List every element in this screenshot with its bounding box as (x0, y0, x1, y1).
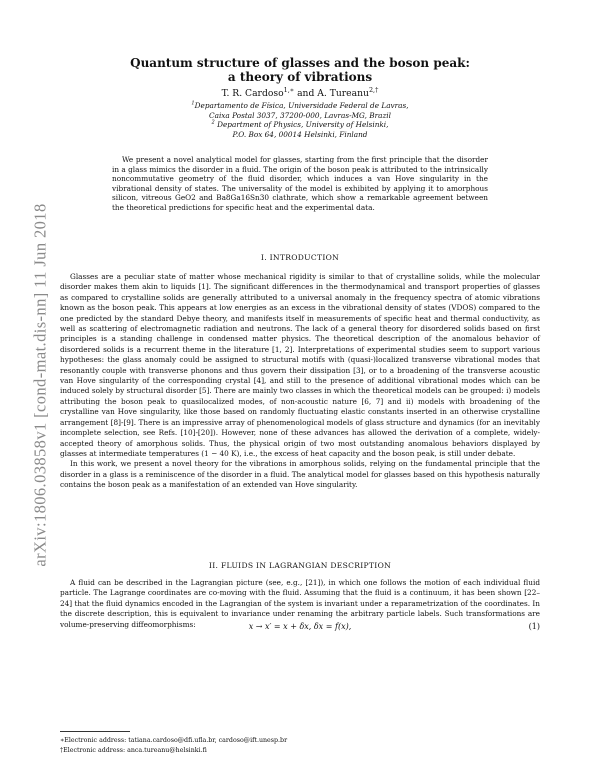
affiliation-line-4: P.O. Box 64, 00014 Helsinki, Finland (232, 129, 368, 139)
title-line-1: Quantum structure of glasses and the boson peak: (130, 56, 470, 70)
equation-number: (1) (528, 622, 540, 631)
introduction-body (60, 272, 540, 491)
paragraph: Glasses are a peculiar state of matter whose mechanical rigidity is similar to that of crystalline solids, while the molecular disorder makes them akin to liquids [1]. The significant differences in the thermodynamical and transport properties of glasses as compared to crystalline solids are generally attributed to a universal anomaly in the frequency spectra of atomic vibrations known as the boson peak. This appears at low energies as an excess in the vibrational density of states (VDOS) compared to the one predicted by the standard Debye theory, and manifests itself in measurements of specific heat and thermal conductivity, as well as scattering of electromagnetic radiation and neutrons. The lack of a general theory for disordered solids based on first principles is a standing challenge in condensed matter physics. The theoretical description of the anomalous behavior of disordered solids is a recurrent theme in the literature [1, 2]. Interpretations of experimental studies seem to support various hypotheses: the glass anomaly could be assigned to structural motifs with (quasi-)localized transverse vibrational modes that resonantly couple with transverse phonons and thus govern their dissipation [3], or to a broadening of the transverse acoustic van Hove singularity of the corresponding crystal [4], and still to the presence of additional vibrational modes which can be induced solely by structural disorder [5]. There are mainly two classes in which the theoretical models can be grouped: i) models attributing the boson peak to quasilocalized modes, of non-acoustic nature [6, 7] and ii) models with broadening of the crystalline van Hove singularity, like those based on randomly fluctuating elastic constants inserted in an otherwise crystalline arrangement [8]-[9]. There is an impressive array of phenomenological models of glass structure and dynamics (for an inevitably incomplete selection, see Refs. [10]-[20]). However, none of these advances has allowed the derivation of a complete, widely-accepted theory of amorphous solids. Thus, the physical origin of two most outstanding anomalous behaviors displayed by glasses at intermediate temperatures (1 − 40 K), i.e., the excess of heat capacity and the boson peak, is still under debate. (60, 272, 540, 458)
abstract: We present a novel analytical model for glasses, starting from the first principle that the disorder in a glass mimics the disorder in a fluid. The origin of the boson peak is attributed to the intrinsically noncommutative geometry of the fluid disorder, which induces a van Hove singularity in the vibrational density of states. The universality of the model is exhibited by applying it to amorphous silicon, vitreous GeO2 and Ba8Ga16Sn30 clathrate, which show a remarkable agreement between the theoretical predictions for specific heat and the experimental data. (112, 155, 488, 212)
author-list (120, 85, 480, 99)
affiliation-2-text: Department of Physics, University of Helsinki, (217, 120, 389, 129)
author-1-marker: 1,∗ (283, 85, 295, 94)
affiliation-1-text: Departamento de Física, Universidade Federal de Lavras, (194, 101, 409, 110)
paper-title (120, 56, 480, 84)
equation-1 (60, 622, 540, 636)
footnote-2: †Electronic address: anca.tureanu@helsinki.fi (60, 747, 207, 754)
affiliation-1-marker: 1 (191, 100, 195, 107)
paragraph: A fluid can be described in the Lagrangian picture (see, e.g., [21]), in which one follows the motion of each individual fluid particle. The Lagrange coordinates are co-moving with the fluid. Assuming that the fluid is a continuum, it has been shown [22–24] that the fluid dynamics encoded in the Lagrangian of the system is invariant under a reparametrization of the coordinates. In the discrete description, this is equivalent to invariance under renaming the arbitrary particle labels. Such transformations are volume-preserving diffeomorphisms: (60, 578, 540, 629)
affiliation-line-1 (120, 101, 480, 111)
affiliation-line-3 (120, 120, 480, 130)
section-heading-fluids: II. FLUIDS IN LAGRANGIAN DESCRIPTION (208, 561, 392, 570)
equation-expression: x → x′ = x + δx, δx = f(x), (248, 622, 352, 631)
arxiv-identifier: arXiv:1806.03858v1 [cond-mat.dis-nn] 11 Jun 2018 (31, 203, 50, 567)
paragraph: In this work, we present a novel theory for the vibrations in amorphous solids, relying on the fundamental principle that the disorder in a glass is a reminiscence of the disorder in a fluid. The analytical model for glasses based on this hypothesis naturally contains the boson peak as a manifestation of an extended van Hove singularity. (60, 459, 540, 490)
arxiv-watermark (30, 80, 52, 690)
title-line-2: a theory of vibrations (227, 70, 373, 84)
author-conjunction: and (297, 88, 315, 99)
author-2-marker: 2,† (368, 85, 379, 94)
author-1: T. R. Cardoso (221, 88, 284, 99)
author-2: A. Tureanu (317, 88, 369, 99)
affiliations (120, 101, 480, 139)
footnote-rule (60, 731, 130, 732)
footnote-1: ∗Electronic address: tatiana.cardoso@dfi.ufla.br, cardoso@ift.unesp.br (60, 737, 288, 744)
affiliation-line-2: Caixa Postal 3037, 37200-000, Lavras-MG, Brazil (209, 110, 391, 120)
affiliation-2-marker: 2 (211, 119, 215, 126)
section-heading-introduction: I. INTRODUCTION (260, 253, 340, 262)
